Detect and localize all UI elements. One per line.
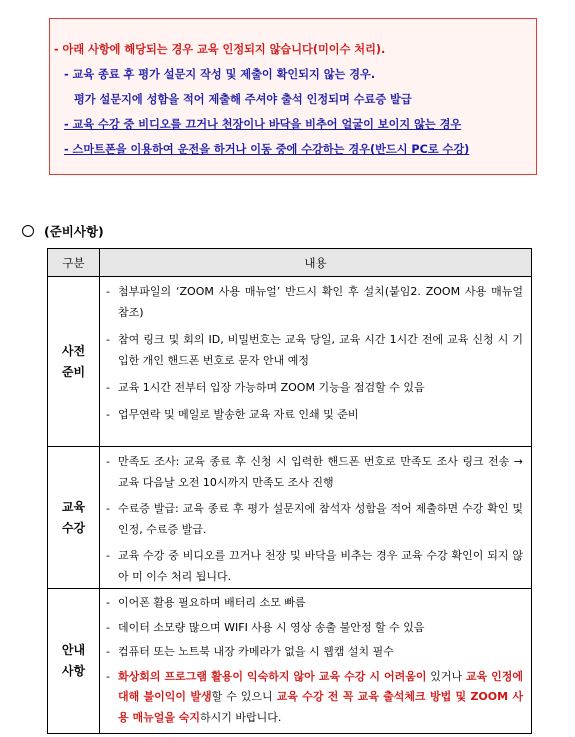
table-row	[48, 277, 532, 447]
header-category: 구분	[48, 249, 100, 277]
category-cell	[48, 447, 100, 589]
preparation-table	[47, 248, 532, 734]
content-cell	[100, 589, 532, 734]
notice-line-3: 평가 설문지에 성함을 적어 제출해 주셔야 출석 인정되며 수료증 발급	[74, 93, 412, 106]
category-cell	[48, 589, 100, 734]
header-content: 내용	[100, 249, 532, 277]
section-heading	[22, 222, 104, 240]
content-cell	[100, 447, 532, 589]
list-item: - 첨부파일의 ‘ZOOM 사용 매뉴얼’ 반드시 확인 후 설치(붙임2. ZOOM 사용 매뉴얼 참조)	[106, 285, 523, 319]
circle-icon	[22, 225, 34, 237]
notice-line-5: - 스마트폰을 이용하여 운전을 하거나 이동 중에 수강하는 경우(반드시 PC로 수강)	[64, 143, 470, 156]
list-item: - 업무연락 및 메일로 발송한 교육 자료 인쇄 및 준비	[106, 407, 359, 421]
category-label: 준비	[61, 364, 86, 379]
notice-line-1: - 아래 사항에 해당되는 경우 교육 인정되지 않습니다(미이수 처리).	[54, 43, 386, 56]
category-label: 사전	[61, 343, 86, 358]
notice-line-2: - 교육 종료 후 평가 설문지 작성 및 제출이 확인되지 않는 경우.	[64, 68, 376, 81]
notice-line-4: - 교육 수강 중 비디오를 끄거나 천장이나 바닥을 비추어 얼굴이 보이지 않는 경우	[64, 118, 462, 131]
list-item: - 만족도 조사: 교육 종료 후 신청 시 입력한 핸드폰 번호로 만족도 조사 링크 전송 → 교육 다음날 오전 10시까지 만족도 조사 진행	[106, 455, 523, 489]
table-header-row	[48, 249, 532, 277]
list-item: - 교육 1시간 전부터 입장 가능하며 ZOOM 기능을 점검할 수 있음	[106, 381, 425, 394]
category-label: 사항	[61, 664, 86, 678]
list-item: - 참여 링크 및 회의 ID, 비밀번호는 교육 당일, 교육 시간 1시간 전에 교육 신청 시 기입한 개인 핸드폰 번호로 문자 안내 예정	[106, 333, 523, 367]
notice-box	[49, 18, 537, 175]
category-label: 안내	[61, 643, 86, 657]
table-row	[48, 589, 532, 734]
category-label: 수강	[61, 520, 86, 535]
list-item: - 컴퓨터 또는 노트북 내장 카메라가 없을 시 웹캠 설치 필수	[106, 645, 394, 658]
content-cell	[100, 277, 532, 447]
list-item: - 화상회의 프로그램 활용이 익숙하지 않아 교육 수강 시 어려움이 있거나 교육 인정에 대해 불이익이 발생할 수 있으니 교육 수강 전 꼭 교육 출석체크 방법 및 ZOOM 사용 매뉴얼을 숙지하시기 바랍니다.	[106, 669, 524, 724]
list-item: - 데이터 소모량 많으며 WIFI 사용 시 영상 송출 불안정 할 수 있음	[106, 620, 425, 634]
category-cell	[48, 277, 100, 447]
section-title: (준비사항)	[44, 224, 104, 239]
category-label: 교육	[61, 499, 86, 514]
list-item: - 교육 수강 중 비디오를 끄거나 천장 및 바닥을 비추는 경우 교육 수강 확인이 되지 않아 미 이수 처리 됩니다.	[106, 549, 523, 583]
table-row	[48, 447, 532, 589]
list-item: - 이어폰 활용 필요하며 배터리 소모 빠름	[106, 596, 306, 609]
list-item: - 수료증 발급: 교육 종료 후 평가 설문지에 참석자 성함을 적어 제출하면 수강 확인 및 인정, 수료증 발급.	[106, 502, 523, 536]
